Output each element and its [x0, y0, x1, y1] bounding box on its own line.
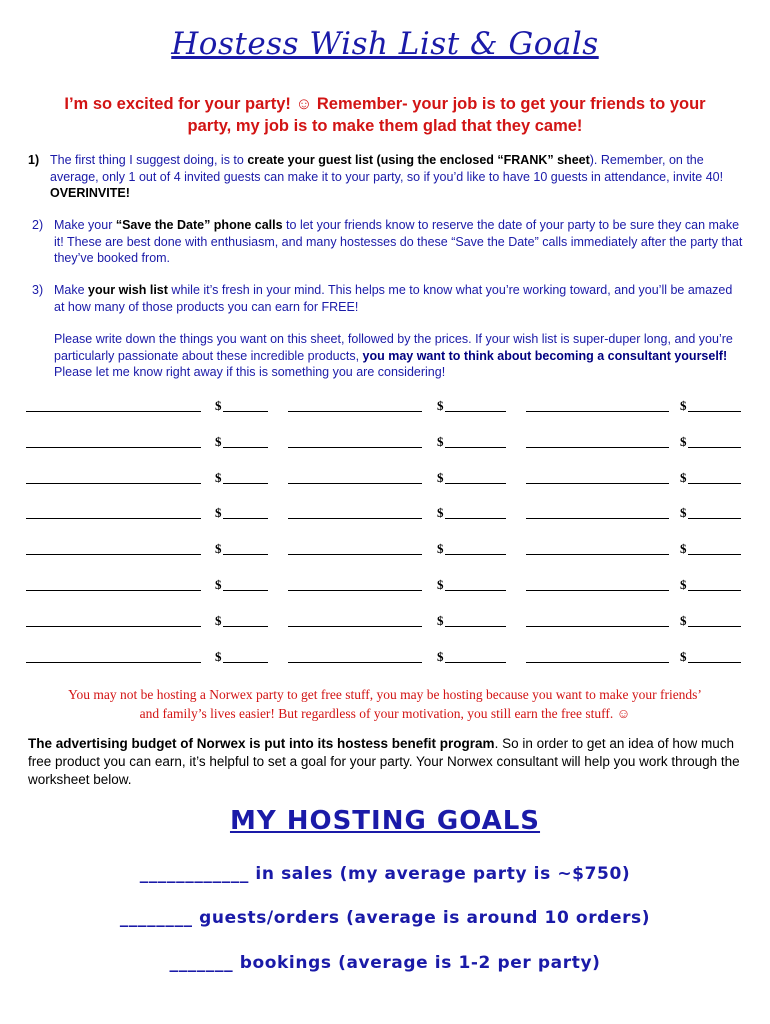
step-number: 2) — [32, 218, 44, 232]
dollar-sign: $ — [680, 541, 687, 557]
step-number: 1) — [28, 153, 40, 167]
wish-item-blank[interactable] — [288, 590, 422, 591]
dollar-sign: $ — [680, 612, 687, 628]
wish-price-blank[interactable] — [223, 554, 268, 555]
wish-price-blank[interactable] — [223, 662, 268, 663]
step-2 — [32, 217, 743, 267]
step-text: Make your — [54, 218, 116, 232]
dollar-sign: $ — [437, 612, 444, 628]
wish-item-blank[interactable] — [26, 662, 201, 663]
page-title: Hostess Wish List & Goals — [171, 26, 599, 62]
wish-price-blank[interactable] — [223, 626, 268, 627]
dollar-sign: $ — [437, 505, 444, 521]
wish-list-row — [26, 470, 744, 486]
step-text: The first thing I suggest doing, is to — [50, 153, 248, 167]
dollar-sign: $ — [215, 648, 222, 664]
intro-line-1: I’m so excited for your party! ☺ Remember- your job is to get your friends to your — [64, 95, 706, 113]
dollar-sign: $ — [437, 398, 444, 413]
wish-price-blank[interactable] — [688, 590, 741, 591]
wish-item-blank[interactable] — [526, 554, 669, 555]
wish-item-blank[interactable] — [26, 626, 201, 627]
dollar-sign: $ — [680, 398, 687, 413]
motivation-line-2: and family’s lives easier! But regardless of your motivation, you still earn the free stuff. ☺ — [139, 706, 631, 721]
wish-item-blank[interactable] — [526, 626, 669, 627]
wish-item-blank[interactable] — [526, 447, 669, 448]
wish-price-blank[interactable] — [445, 411, 506, 412]
dollar-sign: $ — [215, 505, 222, 521]
hosting-goals-heading: MY HOSTING GOALS — [229, 806, 541, 836]
dollar-sign: $ — [680, 433, 687, 449]
dollar-sign: $ — [680, 577, 687, 592]
wish-list-row — [26, 613, 744, 629]
intro-line-2: party, my job is to make them glad that they came! — [187, 117, 583, 135]
step-text: ). Remember, on the average, only 1 out of 4 invited guests can make it to your party, so if you’d like to have 10 guests in attendance, invite 40! — [50, 153, 724, 184]
wish-item-blank[interactable] — [26, 447, 201, 448]
wish-list-row — [26, 577, 744, 593]
wish-price-blank[interactable] — [688, 483, 741, 484]
wish-item-blank[interactable] — [26, 518, 201, 519]
wish-item-blank[interactable] — [526, 411, 669, 412]
wish-item-blank[interactable] — [26, 483, 201, 484]
intro-message — [30, 93, 740, 137]
dollar-sign: $ — [437, 469, 444, 485]
wish-price-blank[interactable] — [688, 411, 741, 412]
dollar-sign: $ — [437, 577, 444, 592]
wish-item-blank[interactable] — [288, 626, 422, 627]
dollar-sign: $ — [680, 648, 687, 664]
wish-price-blank[interactable] — [688, 447, 741, 448]
step-3 — [32, 282, 743, 315]
wish-list-row — [26, 541, 744, 557]
wish-price-blank[interactable] — [445, 662, 506, 663]
wish-item-blank[interactable] — [288, 662, 422, 663]
dollar-sign: $ — [680, 469, 687, 485]
dollar-sign: $ — [437, 648, 444, 664]
wish-item-blank[interactable] — [288, 483, 422, 484]
wish-price-blank[interactable] — [223, 590, 268, 591]
step-text: while it’s fresh in your mind. This helps me to know what you’re working toward, and you’ll be amazed at how many of those products you can earn for FREE! — [54, 283, 733, 314]
step-emphasis: create your guest list (using the enclosed “FRANK” sheet — [247, 153, 590, 167]
wish-item-blank[interactable] — [526, 662, 669, 663]
goal-sales[interactable]: ____________ in sales (my average party is ~$750) — [139, 864, 631, 884]
wish-item-blank[interactable] — [26, 411, 201, 412]
dollar-sign: $ — [215, 398, 222, 413]
motivation-note — [20, 685, 750, 723]
wish-item-blank[interactable] — [26, 554, 201, 555]
note-text: Please let me know right away if this is something you are considering! — [54, 365, 446, 379]
wish-item-blank[interactable] — [26, 590, 201, 591]
wish-item-blank[interactable] — [526, 483, 669, 484]
step-emphasis: your wish list — [88, 283, 168, 297]
wish-list-row — [26, 398, 744, 414]
step-emphasis: “Save the Date” phone calls — [115, 218, 283, 232]
step-number: 3) — [32, 283, 44, 297]
wish-price-blank[interactable] — [688, 518, 741, 519]
wish-price-blank[interactable] — [688, 554, 741, 555]
wish-item-blank[interactable] — [526, 590, 669, 591]
wish-price-blank[interactable] — [223, 447, 268, 448]
wish-price-blank[interactable] — [445, 483, 506, 484]
wish-price-blank[interactable] — [688, 662, 741, 663]
budget-emphasis: The advertising budget of Norwex is put into its hostess benefit program — [28, 736, 495, 751]
dollar-sign: $ — [437, 541, 444, 557]
note-text: Please write down the things you want on this sheet, followed by the prices. If your wish list is super-duper long, and you’re particularly passionate about these incredible products, — [54, 332, 733, 363]
goal-guests[interactable]: ________ guests/orders (average is around 10 orders) — [119, 908, 651, 928]
budget-text: . So in order to get an idea of how much free product you can earn, it’s helpful to set a goal for your party. Your Norwex consultant will help you work through the worksheet below. — [28, 736, 740, 787]
dollar-sign: $ — [215, 469, 222, 485]
goal-bookings[interactable]: _______ bookings (average is 1-2 per party) — [169, 953, 601, 973]
step-1 — [28, 152, 743, 202]
dollar-sign: $ — [215, 433, 222, 449]
step-text: Make — [54, 283, 89, 297]
motivation-line-1: You may not be hosting a Norwex party to get free stuff, you may be hosting because you want to make your friends’ — [68, 687, 702, 702]
dollar-sign: $ — [680, 505, 687, 521]
wish-item-blank[interactable] — [526, 518, 669, 519]
wish-price-blank[interactable] — [223, 518, 268, 519]
wish-price-blank[interactable] — [223, 411, 268, 412]
wish-item-blank[interactable] — [288, 518, 422, 519]
wish-price-blank[interactable] — [445, 590, 506, 591]
dollar-sign: $ — [215, 541, 222, 557]
note-emphasis: you may want to think about becoming a consultant yourself! — [362, 348, 728, 363]
wish-price-blank[interactable] — [445, 554, 506, 555]
wish-list-row — [26, 434, 744, 450]
dollar-sign: $ — [215, 577, 222, 592]
step-text: to let your friends know to reserve the date of your party to be sure they can make it! These are best done with enthusiasm, and many hostesses do these “Save the Date” calls immediately after the party that they’ve booked from. — [54, 218, 743, 265]
wish-price-blank[interactable] — [445, 626, 506, 627]
wish-price-blank[interactable] — [688, 626, 741, 627]
wish-item-blank[interactable] — [288, 447, 422, 448]
wish-price-blank[interactable] — [445, 518, 506, 519]
dollar-sign: $ — [437, 433, 444, 449]
wish-list-note — [32, 331, 747, 381]
wish-price-blank[interactable] — [223, 483, 268, 484]
step-emphasis: OVERINVITE! — [50, 186, 130, 200]
dollar-sign: $ — [215, 612, 222, 628]
budget-paragraph — [28, 735, 746, 789]
wish-list-row — [26, 649, 744, 665]
wish-item-blank[interactable] — [288, 411, 422, 412]
wish-item-blank[interactable] — [288, 554, 422, 555]
wish-list-row — [26, 505, 744, 521]
wish-price-blank[interactable] — [445, 447, 506, 448]
